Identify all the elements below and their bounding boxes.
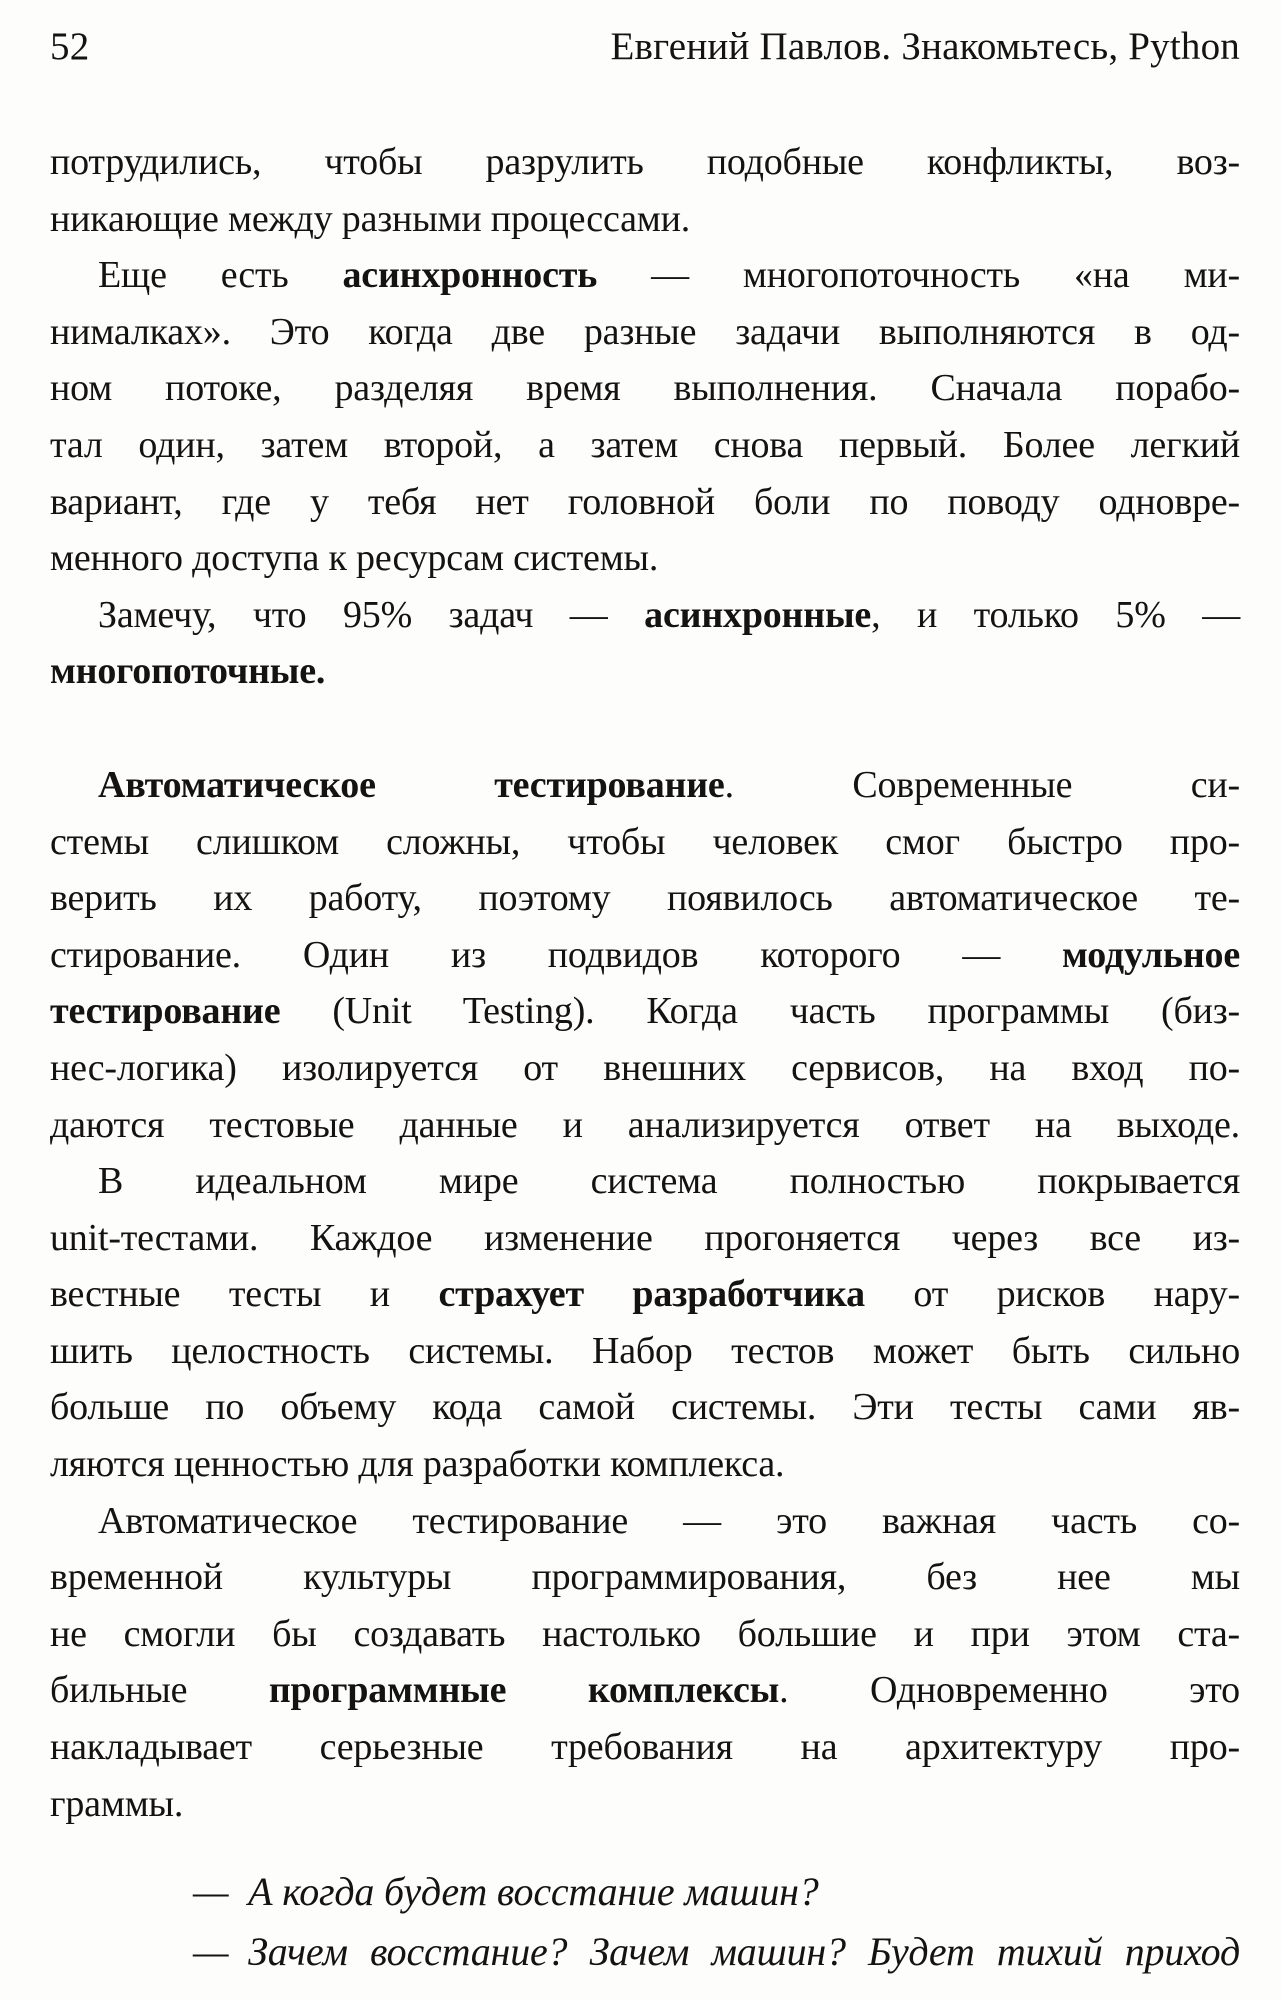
text-line: [50, 814, 1240, 871]
running-title: Евгений Павлов. Знакомьтесь, Python: [610, 25, 1240, 68]
dialogue-line: — А когда будет восстание машин?: [193, 1869, 819, 1915]
text-segment: , и только 5% —: [871, 593, 1241, 636]
text-line: [50, 1323, 1240, 1380]
dialogue-block: [193, 1862, 1240, 1982]
text-segment: накладывает серьезные требования на архитектуру про-: [50, 1726, 1240, 1769]
text-line: [50, 530, 1240, 587]
text-line: [50, 191, 1240, 248]
text-segment: временной культуры программирования, без нее мы: [50, 1556, 1240, 1599]
text-line: [50, 417, 1240, 474]
text-segment: тал один, затем второй, а затем снова первый. Более легкий: [50, 423, 1240, 466]
text-segment: больше по объему кода самой системы. Эти тесты сами яв-: [50, 1386, 1240, 1429]
text-line: [50, 1040, 1240, 1097]
text-line: [50, 474, 1240, 531]
text-line: [50, 1436, 1240, 1493]
text-segment: . Одновременно это: [779, 1669, 1240, 1712]
bold-term: тестирование: [50, 990, 281, 1033]
text-segment: В идеальном мире система полностью покрывается: [98, 1160, 1240, 1203]
text-line: [50, 587, 1240, 644]
paragraph: [50, 1493, 1240, 1833]
bold-term: асинхронные: [644, 593, 872, 636]
text-segment: менного доступа к ресурсам системы.: [50, 537, 659, 580]
text-segment: Замечу, что 95% задач —: [98, 593, 645, 636]
text-segment: (Unit Testing). Когда часть программы (биз-: [280, 990, 1240, 1033]
text-line: [50, 643, 1240, 700]
page-header: [50, 26, 1240, 68]
bold-term: страхует разработчика: [438, 1273, 865, 1316]
paragraph: [50, 587, 1240, 700]
text-segment: граммы.: [50, 1782, 184, 1825]
text-segment: вестные тесты и: [50, 1273, 439, 1316]
text-segment: бильные: [50, 1669, 269, 1712]
text-line: [50, 1662, 1240, 1719]
text-segment: нималках». Это когда две разные задачи выполняются в од-: [50, 310, 1240, 353]
text-segment: — многопоточность «на ми-: [597, 254, 1241, 297]
text-segment: даются тестовые данные и анализируется ответ на выходе.: [50, 1103, 1240, 1146]
text-segment: от рисков нару-: [864, 1273, 1240, 1316]
bold-term: Автоматическое тестирование: [98, 763, 725, 806]
paragraph: [50, 247, 1240, 587]
text-line: [50, 134, 1240, 191]
text-segment: стирование. Один из подвидов которого —: [50, 933, 1063, 976]
text-segment: потрудились, чтобы разрулить подобные конфликты, воз-: [50, 141, 1240, 183]
text-line: [50, 1606, 1240, 1663]
bold-term: модульное: [1062, 933, 1240, 976]
text-line: [50, 360, 1240, 417]
text-line: [50, 1493, 1240, 1550]
text-segment: ляются ценностью для разработки комплекса.: [50, 1443, 785, 1486]
text-line: [50, 927, 1240, 984]
text-segment: ном потоке, разделяя время выполнения. Сначала порабо-: [50, 367, 1240, 410]
bold-term: многопоточные.: [50, 650, 326, 693]
text-line: [50, 757, 1240, 814]
paragraph: [50, 757, 1240, 1153]
text-line: [50, 1266, 1240, 1323]
text-segment: стемы слишком сложны, чтобы человек смог быстро про-: [50, 820, 1240, 863]
text-segment: шить целостность системы. Набор тестов может быть сильно: [50, 1329, 1240, 1372]
text-line: [50, 1719, 1240, 1776]
text-line: [50, 1549, 1240, 1606]
dialogue-line: — Зачем восстание? Зачем машин? Будет тихий приход: [193, 1929, 1240, 1975]
text-segment: никающие между разными процессами.: [50, 197, 691, 240]
paragraph: [50, 1153, 1240, 1493]
bold-term: асинхронность: [342, 254, 598, 297]
bold-term: программные комплексы: [268, 1669, 780, 1712]
text-line: [50, 247, 1240, 304]
text-line: [50, 1776, 1240, 1833]
text-line: [50, 1379, 1240, 1436]
text-line: [50, 983, 1240, 1040]
text-segment: . Современные си-: [724, 763, 1240, 806]
text-segment: unit-тестами. Каждое изменение прогоняется через все из-: [50, 1216, 1240, 1259]
text-line: [50, 1097, 1240, 1154]
text-segment: Еще есть: [98, 254, 343, 297]
text-line: [50, 304, 1240, 361]
text-block: [50, 134, 1240, 1832]
text-line: [50, 1153, 1240, 1210]
text-line: [50, 1210, 1240, 1267]
text-segment: не смогли бы создавать настолько большие и при этом ста-: [50, 1612, 1240, 1655]
text-line: [50, 870, 1240, 927]
text-segment: вариант, где у тебя нет головной боли по поводу одновре-: [50, 480, 1240, 523]
paragraph: [50, 134, 1240, 247]
text-segment: верить их работу, поэтому появилось автоматическое те-: [50, 877, 1240, 920]
page-number: 52: [50, 25, 90, 68]
text-segment: Автоматическое тестирование — это важная часть со-: [98, 1499, 1240, 1542]
text-segment: нес-логика) изолируется от внешних сервисов, на вход по-: [50, 1046, 1240, 1089]
